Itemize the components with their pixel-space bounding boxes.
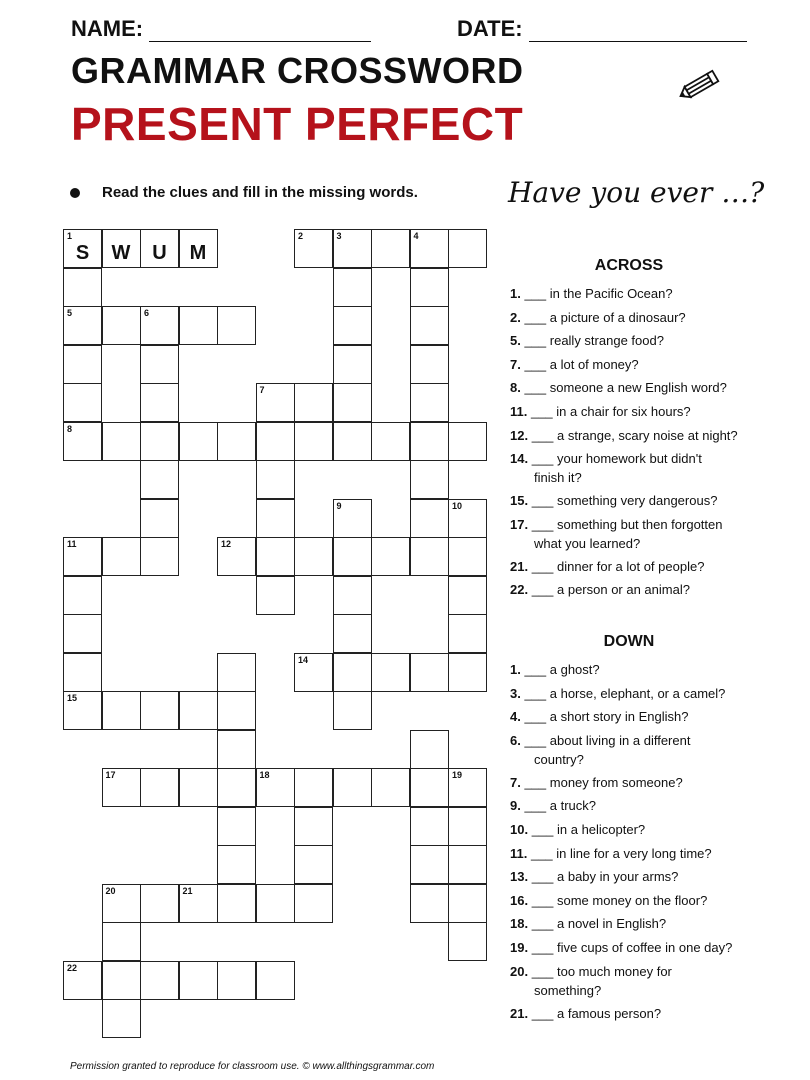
clue-num: 15. (510, 493, 529, 509)
crossword-cell[interactable] (333, 229, 372, 268)
crossword-cell[interactable] (140, 422, 179, 461)
crossword-cell[interactable] (140, 499, 179, 538)
crossword-cell[interactable] (179, 229, 218, 268)
crossword-cell[interactable] (256, 768, 295, 807)
crossword-cell[interactable] (63, 422, 102, 461)
crossword-cell[interactable] (63, 268, 102, 307)
clue-text: ___ some money on the floor? (528, 892, 708, 908)
clue-number: 12 (221, 539, 232, 549)
clue-number: 14 (298, 654, 309, 665)
clue-num: 21. (510, 1005, 529, 1021)
clue-text: ___ your homework but didn't (528, 451, 702, 467)
crossword-cell[interactable] (256, 961, 295, 1000)
clue-text: ___ a strange, scary noise at night? (528, 427, 738, 443)
crossword-cell[interactable] (217, 691, 256, 730)
crossword-cell[interactable] (140, 884, 179, 923)
clue-item (510, 1004, 760, 1023)
crossword-cell[interactable] (140, 537, 179, 576)
clue-number: 7 (259, 385, 265, 395)
clue-num: 12. (510, 427, 529, 443)
clue-text: ___ a horse, elephant, or a camel? (520, 685, 726, 701)
footer-credit: Permission granted to reproduce for classroom use. © www.allthingsgrammar.com (70, 1061, 435, 1072)
clue-item (510, 914, 760, 933)
crossword-cell[interactable] (448, 845, 487, 884)
clue-text: ___ in line for a very long time? (527, 845, 712, 861)
clue-number: 11 (67, 539, 77, 549)
clue-number: 15 (67, 693, 78, 703)
clue-text: ___ five cups of coffee in one day? (528, 940, 733, 955)
clue-item (510, 660, 760, 679)
worksheet-title: GRAMMAR CROSSWORD (71, 50, 524, 91)
clue-text: ___ a short story in English? (520, 709, 689, 725)
crossword-cell[interactable] (63, 691, 102, 730)
clue-item (510, 962, 760, 1000)
crossword-cell[interactable] (410, 845, 449, 884)
crossword-cell[interactable] (63, 653, 102, 692)
crossword-cell[interactable] (410, 768, 449, 807)
clue-item (510, 378, 760, 397)
clue-number: 21 (182, 885, 193, 896)
crossword-cell[interactable] (102, 768, 141, 807)
crossword-cell[interactable] (140, 460, 179, 499)
crossword-cell[interactable] (217, 730, 256, 769)
clue-item (510, 331, 760, 350)
crossword-cell[interactable] (217, 306, 256, 345)
tagline: Have you ever …? (508, 176, 765, 209)
crossword-cell[interactable] (448, 807, 487, 846)
crossword-cell[interactable] (102, 691, 141, 730)
clue-num: 11. (510, 845, 528, 861)
crossword-cell[interactable] (410, 653, 449, 692)
clue-item (510, 891, 760, 910)
crossword-cell[interactable] (217, 845, 256, 884)
crossword-cell[interactable] (63, 383, 102, 422)
crossword-cell[interactable] (179, 691, 218, 730)
clue-item (510, 796, 760, 815)
crossword-cell[interactable] (410, 730, 449, 769)
crossword-cell[interactable] (179, 422, 218, 461)
clue-item (510, 557, 760, 576)
clue-text: ___ a famous person? (528, 1005, 662, 1021)
clue-item (510, 844, 760, 863)
crossword-cell[interactable] (63, 306, 102, 345)
clue-num: 10. (510, 822, 529, 837)
clue-num: 4. (510, 709, 521, 725)
crossword-cell[interactable] (448, 768, 487, 807)
crossword-cell[interactable] (448, 884, 487, 923)
crossword-cell[interactable] (217, 961, 256, 1000)
clue-num: 13. (510, 869, 529, 885)
crossword-cell[interactable] (294, 537, 333, 576)
clue-number: 22 (67, 962, 78, 973)
crossword-cell[interactable] (333, 614, 372, 653)
clue-item (510, 308, 760, 327)
crossword-cell[interactable] (102, 537, 141, 576)
crossword-cell[interactable] (217, 807, 256, 846)
clue-num: 17. (510, 516, 529, 532)
crossword-cell[interactable] (371, 537, 410, 576)
clue-item (510, 820, 760, 839)
clue-number: 18 (259, 770, 270, 780)
crossword-cell[interactable] (294, 768, 333, 807)
crossword-cell[interactable] (333, 499, 372, 538)
clue-num: 6. (510, 732, 521, 748)
example-letter: W (111, 242, 131, 264)
example-letter: S (75, 242, 90, 264)
clue-num: 7. (510, 356, 521, 372)
crossword-cell[interactable] (333, 576, 372, 615)
clue-text-continued: finish it? (534, 470, 582, 486)
crossword-cell[interactable] (294, 653, 333, 692)
across-heading: ACROSS (594, 257, 664, 274)
crossword-cell[interactable] (371, 229, 410, 268)
clue-text-continued: country? (534, 751, 584, 767)
clue-text: ___ a ghost? (520, 662, 600, 677)
clue-num: 22. (510, 582, 529, 598)
crossword-cell[interactable] (410, 884, 449, 923)
crossword-cell[interactable] (294, 845, 333, 884)
clue-item (510, 426, 760, 445)
crossword-cell[interactable] (333, 268, 372, 307)
crossword-cell[interactable] (102, 229, 141, 268)
crossword-cell[interactable] (448, 614, 487, 653)
clue-text-continued: what you learned? (534, 535, 641, 551)
crossword-cell[interactable] (333, 306, 372, 345)
crossword-cell[interactable] (179, 306, 218, 345)
crossword-cell[interactable] (448, 229, 487, 268)
crossword-cell[interactable] (217, 884, 256, 923)
clue-num: 8. (510, 380, 521, 396)
crossword-cell[interactable] (102, 306, 141, 345)
crossword-cell[interactable] (179, 884, 218, 923)
crossword-cell[interactable] (333, 653, 372, 692)
clue-num: 11. (510, 404, 528, 419)
crossword-cell[interactable] (371, 422, 410, 461)
crossword-cell[interactable] (140, 383, 179, 422)
clue-item (510, 449, 760, 487)
crossword-cell[interactable] (140, 345, 179, 384)
clue-number: 3 (336, 231, 342, 241)
clue-text: ___ a truck? (520, 798, 596, 814)
clue-item (510, 580, 760, 599)
crossword-cell[interactable] (217, 422, 256, 461)
clue-number: 1 (67, 231, 73, 241)
clue-num: 7. (510, 774, 521, 790)
crossword-cell[interactable] (102, 961, 141, 1000)
clue-num: 18. (510, 916, 529, 932)
crossword-cell[interactable] (102, 999, 141, 1038)
crossword-cell[interactable] (102, 884, 141, 923)
crossword-cell[interactable] (410, 229, 449, 268)
clue-text: ___ something but then forgotten (528, 516, 723, 532)
clue-text: ___ a lot of money? (520, 356, 639, 372)
crossword-cell[interactable] (179, 961, 218, 1000)
clue-number: 2 (298, 231, 304, 241)
clue-number: 6 (144, 308, 150, 318)
crossword-cell[interactable] (294, 383, 333, 422)
clue-text: ___ someone a new English word? (520, 380, 727, 396)
worksheet-subtitle: PRESENT PERFECT (71, 98, 524, 150)
clue-text: ___ about living in a different (520, 732, 691, 748)
crossword-cell[interactable] (448, 653, 487, 692)
clue-text: ___ a baby in your arms? (528, 869, 679, 885)
clue-item (510, 491, 760, 510)
clue-number: 10 (452, 500, 463, 511)
crossword-cell[interactable] (410, 499, 449, 538)
crossword-cell[interactable] (179, 768, 218, 807)
crossword-cell[interactable] (102, 422, 141, 461)
clue-num: 21. (510, 558, 529, 574)
clue-text: ___ a person or an animal? (528, 582, 690, 598)
clue-item (510, 684, 760, 703)
crossword-cell[interactable] (256, 576, 295, 615)
example-letter: U (152, 242, 167, 264)
crossword-cell[interactable] (333, 537, 372, 576)
crossword-cell[interactable] (410, 345, 449, 384)
crossword-cell[interactable] (102, 922, 141, 961)
clue-item (510, 773, 760, 792)
crossword-cell[interactable] (333, 345, 372, 384)
clue-text: ___ in a chair for six hours? (527, 404, 691, 419)
crossword-cell[interactable] (371, 768, 410, 807)
clue-num: 2. (510, 309, 521, 325)
clue-item (510, 731, 760, 769)
crossword-cell[interactable] (256, 460, 295, 499)
crossword-cell[interactable] (217, 653, 256, 692)
crossword-cell[interactable] (256, 537, 295, 576)
clue-num: 1. (510, 662, 521, 677)
clue-number: 9 (336, 500, 342, 511)
crossword-cell[interactable] (63, 961, 102, 1000)
clue-number: 8 (67, 423, 73, 434)
clue-num: 14. (510, 451, 529, 467)
clue-text: ___ in the Pacific Ocean? (520, 286, 673, 301)
crossword-cell[interactable] (256, 884, 295, 923)
clue-text: ___ a picture of a dinosaur? (520, 309, 686, 325)
clue-item (510, 355, 760, 374)
crossword-cell[interactable] (63, 614, 102, 653)
clue-number: 5 (67, 308, 73, 318)
clue-num: 1. (510, 286, 521, 301)
crossword-cell[interactable] (410, 306, 449, 345)
clue-text: ___ too much money for (528, 963, 672, 979)
clue-num: 5. (510, 333, 521, 349)
clue-text: ___ a novel in English? (528, 916, 667, 932)
crossword-cell[interactable] (410, 537, 449, 576)
crossword-cell[interactable] (140, 306, 179, 345)
crossword-cell[interactable] (333, 768, 372, 807)
date-label: DATE: (457, 16, 523, 41)
clue-num: 16. (510, 892, 529, 908)
clue-item (510, 515, 760, 553)
crossword-cell[interactable] (256, 383, 295, 422)
crossword-cell[interactable] (140, 768, 179, 807)
crossword-cell[interactable] (448, 537, 487, 576)
crossword-cell[interactable] (448, 422, 487, 461)
down-heading: DOWN (603, 633, 655, 650)
crossword-cell[interactable] (256, 499, 295, 538)
instruction-text: Read the clues and fill in the missing words. (102, 184, 418, 201)
clue-text-continued: something? (534, 982, 602, 998)
clue-num: 9. (510, 798, 521, 814)
clue-text: ___ dinner for a lot of people? (528, 558, 705, 574)
clue-item (510, 938, 760, 957)
crossword-cell[interactable] (448, 499, 487, 538)
crossword-cell[interactable] (63, 345, 102, 384)
crossword-cell[interactable] (333, 691, 372, 730)
crossword-cell[interactable] (217, 768, 256, 807)
crossword-cell[interactable] (256, 422, 295, 461)
crossword-cell[interactable] (448, 576, 487, 615)
crossword-cell[interactable] (294, 422, 333, 461)
example-letter: M (189, 242, 207, 264)
clue-num: 3. (510, 685, 521, 701)
name-label: NAME: (71, 16, 144, 41)
crossword-cell[interactable] (410, 807, 449, 846)
crossword-cell[interactable] (294, 229, 333, 268)
crossword-cell[interactable] (410, 268, 449, 307)
clue-item (510, 284, 760, 303)
clue-num: 19. (510, 940, 529, 955)
clue-text: ___ really strange food? (520, 333, 664, 349)
crossword-cell[interactable] (140, 229, 179, 268)
crossword-cell[interactable] (140, 691, 179, 730)
clue-text: ___ money from someone? (520, 774, 683, 790)
crossword-cell[interactable] (410, 383, 449, 422)
clue-item (510, 867, 760, 886)
clue-item (510, 402, 760, 421)
clue-number: 17 (105, 770, 116, 780)
crossword-cell[interactable] (63, 576, 102, 615)
clue-item (510, 707, 760, 726)
clue-text: ___ in a helicopter? (528, 822, 646, 837)
crossword-cell[interactable] (333, 383, 372, 422)
crossword-cell[interactable] (294, 807, 333, 846)
crossword-cell[interactable] (371, 653, 410, 692)
clue-text: ___ something very dangerous? (528, 493, 718, 509)
crossword-cell[interactable] (448, 922, 487, 961)
crossword-cell[interactable] (333, 422, 372, 461)
crossword-cell[interactable] (410, 460, 449, 499)
clue-number: 19 (452, 770, 463, 780)
crossword-cell[interactable] (63, 229, 102, 268)
clue-number: 4 (413, 231, 419, 241)
clue-num: 20. (510, 963, 529, 979)
crossword-cell[interactable] (294, 884, 333, 923)
crossword-cell[interactable] (140, 961, 179, 1000)
clue-number: 20 (105, 885, 116, 896)
crossword-cell[interactable] (217, 537, 256, 576)
crossword-cell[interactable] (410, 422, 449, 461)
crossword-cell[interactable] (63, 537, 102, 576)
